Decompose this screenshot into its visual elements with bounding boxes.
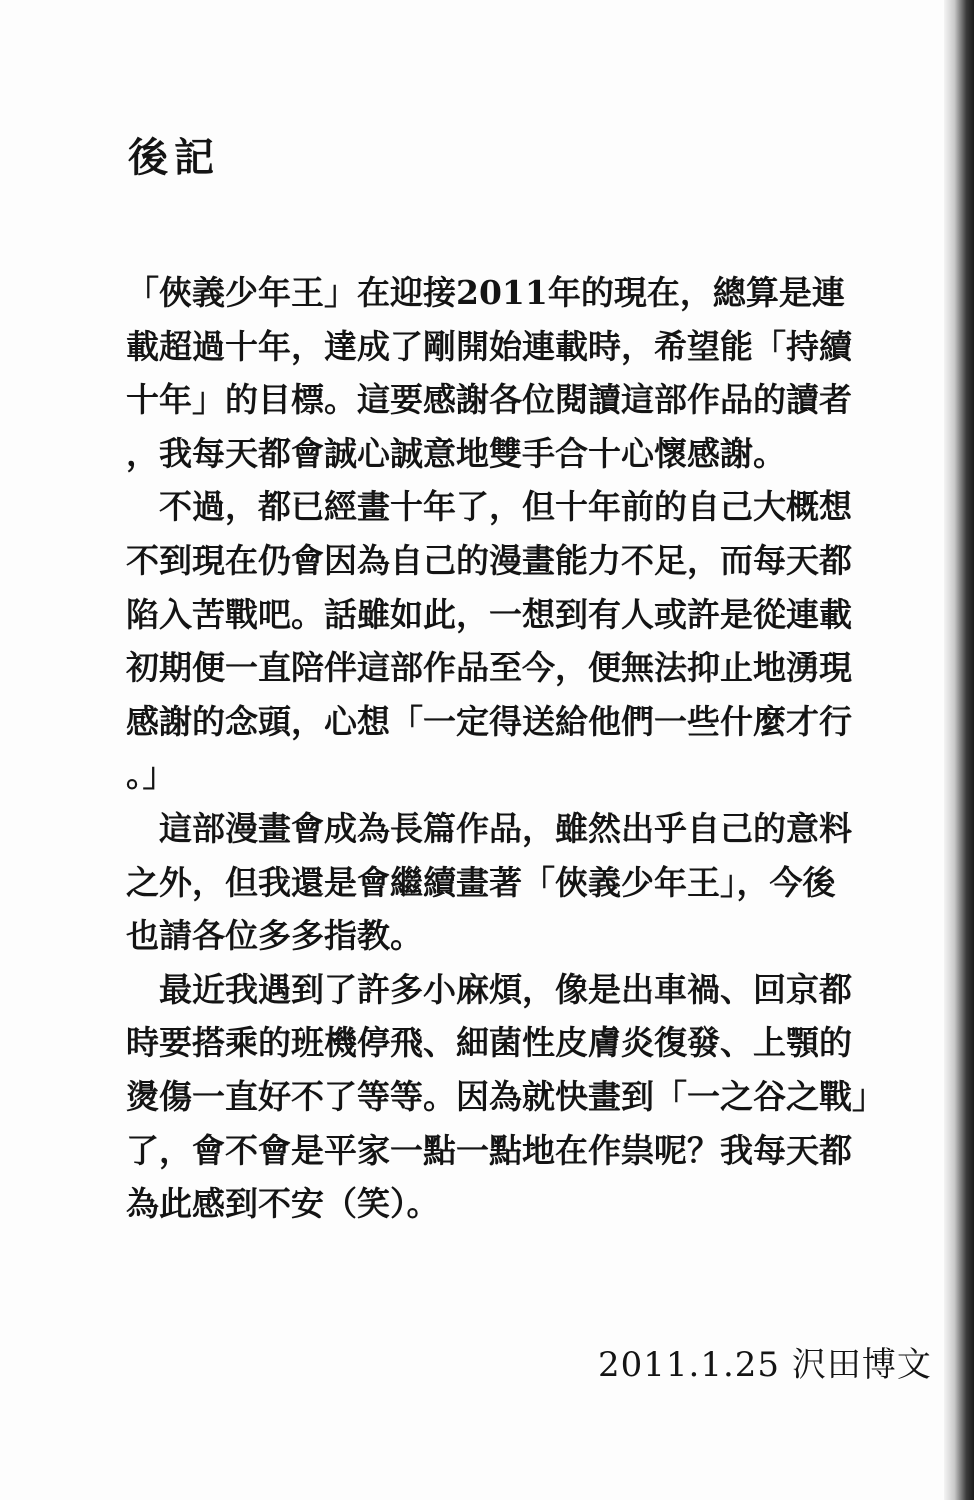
text-line: 不到現在仍會因為自己的漫畫能力不足，而每天都 <box>126 540 852 580</box>
page-title: 後記 <box>128 134 220 181</box>
text-line: 不過，都已經畫十年了，但十年前的自己大概想 <box>126 487 852 527</box>
text-line: 感謝的念頭，心想「一定得送給他們一些什麼才行 <box>126 701 852 741</box>
text-line: 陷入苦戰吧。話雖如此，一想到有人或許是從連載 <box>126 594 852 634</box>
text-line: 時要搭乘的班機停飛、細菌性皮膚炎復發、上顎的 <box>126 1023 852 1063</box>
text-line: 初期便一直陪伴這部作品至今，便無法抑止地湧現 <box>126 648 852 688</box>
text-line: 了，會不會是平家一點一點地在作祟呢？我每天都 <box>126 1130 852 1170</box>
text-line: 載超過十年，達成了剛開始連載時，希望能「持續 <box>126 326 852 366</box>
text-line: 燙傷一直好不了等等。因為就快畫到「一之谷之戰」 <box>126 1076 885 1116</box>
text-line: 這部漫畫會成為長篇作品，雖然出乎自己的意料 <box>126 808 852 848</box>
text-line: 之外，但我還是會繼續畫著「俠義少年王」，今後 <box>126 862 836 902</box>
text-line: 為此感到不安（笑）。 <box>126 1184 440 1224</box>
page-binding-edge <box>944 0 974 1500</box>
text-line: 十年」的目標。這要感謝各位閱讀這部作品的讀者 <box>126 380 852 420</box>
text-line: 「俠義少年王」在迎接2011年的現在，總算是連 <box>126 273 845 312</box>
text-line: 。」 <box>126 755 176 795</box>
text-line: ，我每天都會誠心誠意地雙手合十心懷感謝。 <box>126 433 786 473</box>
date-signature: 2011.1.25 沢田博文 <box>598 1345 932 1385</box>
text-line: 最近我遇到了許多小麻煩，像是出車禍、回京都 <box>126 969 852 1009</box>
afterword-body <box>126 266 891 1231</box>
text-line: 也請各位多多指教。 <box>126 916 423 956</box>
